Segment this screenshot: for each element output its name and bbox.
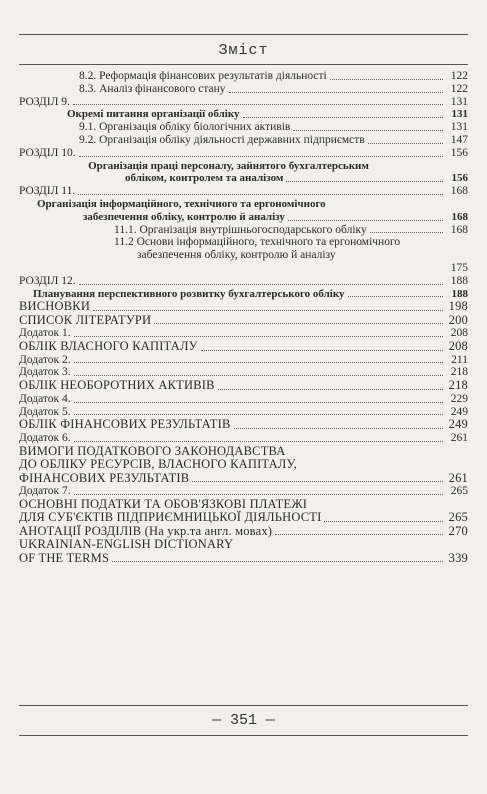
toc-entry-title: 8.2. Реформація фінансових результатів діяльності [79, 70, 327, 82]
dot-leader [368, 143, 443, 144]
dot-leader [79, 284, 443, 285]
toc-entry [19, 70, 468, 83]
toc-entry-page: 208 [450, 327, 468, 340]
toc-entry-page: 131 [450, 121, 468, 134]
toc-entry [19, 525, 468, 539]
toc-entry [19, 121, 468, 134]
toc-entry-title: Планування перспективного розвитку бухгалтерського обліку [33, 287, 345, 300]
toc-entry [19, 83, 468, 96]
toc-entry [19, 354, 468, 367]
toc-entry-page: 122 [450, 82, 468, 95]
toc-entry-page: 229 [450, 392, 468, 405]
toc-entry-page: 208 [448, 339, 468, 354]
header-bottom-rule [19, 64, 468, 65]
toc-entry-title: OF THE TERMS [19, 550, 110, 565]
footer-bottom-rule [19, 735, 468, 736]
toc-entry-title: РОЗДІЛ 11. [19, 185, 76, 198]
toc-entry-title: Організація праці персоналу, зайнятого бухгалтерським [88, 159, 369, 172]
toc-entry-page: 156 [450, 146, 468, 159]
toc-entry [19, 458, 468, 472]
dot-leader [154, 323, 443, 324]
toc-entry-page: 188 [451, 287, 468, 300]
toc-entry-title: Організація інформаційного, технічного та ергономічного [37, 197, 326, 210]
toc-entry-page: 270 [448, 523, 468, 538]
toc-entry-page: 131 [451, 108, 468, 121]
toc-entry-title: РОЗДІЛ 10. [19, 146, 76, 159]
toc-entry-page: 198 [448, 299, 468, 314]
toc-entry-title: РОЗДІЛ 9. [19, 95, 70, 108]
toc-entry-page: 261 [450, 431, 468, 444]
toc-entry-title: 11.2 Основи інформаційного, технічного та ергономічного [114, 236, 401, 249]
toc-entry-page: 218 [450, 366, 468, 379]
dot-leader [74, 362, 443, 363]
footer-top-rule [19, 705, 468, 706]
toc-entry [19, 160, 468, 173]
toc-entry [19, 472, 468, 486]
toc-entry [19, 185, 468, 198]
toc-entry [19, 147, 468, 160]
toc-entry [19, 134, 468, 147]
toc-entry-page: 156 [451, 172, 468, 185]
toc-entry [19, 198, 468, 211]
toc-entry [19, 211, 468, 224]
dot-leader [229, 92, 444, 93]
toc-entry [19, 511, 468, 525]
toc-entry [19, 538, 468, 552]
toc-entry-title: Додаток 2. [19, 353, 71, 366]
dot-leader [288, 220, 443, 221]
dot-leader [74, 336, 443, 337]
dot-leader [74, 441, 443, 442]
toc-entry-title: РОЗДІЛ 12. [19, 274, 76, 287]
table-of-contents [19, 70, 468, 565]
toc-entry-title: забезпечення обліку, контролю й аналізу [137, 249, 336, 262]
toc-entry-title: забезпечення обліку, контролю й аналізу [83, 210, 285, 223]
toc-entry-page: 131 [450, 95, 468, 108]
page-number: — 351 — [211, 712, 275, 729]
toc-entry-title: АНОТАЦІЇ РОЗДІЛІВ (На укр.та англ. мовах) [19, 523, 273, 538]
toc-entry-title: ДО ОБЛІКУ РЕСУРСІВ, ВЛАСНОГО КАПІТАЛУ, [19, 457, 297, 472]
dot-leader [370, 232, 443, 233]
dot-leader [93, 310, 443, 311]
dot-leader [293, 130, 443, 131]
dot-leader [330, 79, 443, 80]
dot-leader [348, 296, 443, 297]
toc-entry [19, 262, 468, 275]
toc-entry [19, 172, 468, 185]
toc-entry [19, 340, 468, 354]
toc-entry-title: ФІНАНСОВИХ РЕЗУЛЬТАТІВ [19, 470, 190, 485]
toc-entry-title: ОБЛІК ВЛАСНОГО КАПІТАЛУ [19, 339, 198, 354]
toc-entry [19, 300, 468, 314]
toc-entry-title: UKRAINIAN-ENGLISH DICTIONARY [19, 537, 234, 552]
toc-entry-title: ДЛЯ СУБ'ЄКТІВ ПІДПРИЄМНИЦЬКОЇ ДІЯЛЬНОСТІ [19, 510, 322, 525]
dot-leader [275, 534, 443, 535]
dot-leader [74, 402, 443, 403]
toc-entry-title: 9.2. Організація обліку діяльності державних підприємств [79, 133, 365, 146]
toc-entry-page: 211 [451, 353, 468, 366]
toc-entry-title: ОСНОВНІ ПОДАТКИ ТА ОБОВ'ЯЗКОВІ ПЛАТЕЖІ [19, 496, 308, 511]
dot-leader [192, 481, 443, 482]
toc-entry [19, 445, 468, 459]
toc-entry-page: 200 [448, 312, 468, 327]
dot-leader [201, 350, 443, 351]
toc-entry-title: Додаток 1. [19, 327, 71, 340]
toc-entry-page: 339 [448, 550, 468, 565]
dot-leader [286, 181, 443, 182]
toc-entry-title: обліком, контролем та аналізом [125, 172, 284, 185]
dot-leader [78, 194, 443, 195]
toc-entry-title: 11.1. Організація внутрішньогосподарського обліку [114, 223, 367, 236]
toc-entry [19, 552, 468, 566]
toc-entry-page: 249 [448, 417, 468, 432]
toc-entry-page: 175 [450, 261, 468, 274]
toc-entry-page: 188 [450, 274, 468, 287]
toc-entry-title: Додаток 5. [19, 405, 71, 418]
toc-entry [19, 108, 468, 121]
dot-leader [324, 521, 443, 522]
toc-entry [19, 498, 468, 512]
toc-entry [19, 393, 468, 406]
toc-entry [19, 314, 468, 328]
dot-leader [74, 494, 443, 495]
toc-entry-page: 168 [451, 210, 468, 223]
toc-entry-title: Додаток 4. [19, 392, 71, 405]
toc-entry-page: 265 [448, 510, 468, 525]
dot-leader [112, 561, 443, 562]
toc-entry-page: 168 [450, 185, 468, 198]
dot-leader [218, 389, 443, 390]
toc-entry [19, 224, 468, 237]
toc-entry [19, 236, 468, 249]
dot-leader [79, 156, 443, 157]
toc-entry-title: Додаток 3. [19, 366, 71, 379]
toc-entry [19, 96, 468, 109]
toc-entry-page: 249 [450, 405, 468, 418]
dot-leader [74, 375, 443, 376]
toc-entry-title: Додаток 6. [19, 431, 71, 444]
toc-entry-title: 9.1. Організація обліку біологічних активів [79, 121, 291, 134]
toc-entry-title: Додаток 7. [19, 485, 71, 498]
toc-entry [19, 379, 468, 393]
toc-entry-page: 261 [448, 470, 468, 485]
toc-entry-page: 218 [448, 378, 468, 393]
toc-entry-title: 8.3. Аналіз фінансового стану [79, 82, 226, 95]
toc-entry-title: ВИМОГИ ПОДАТКОВОГО ЗАКОНОДАВСТВА [19, 443, 286, 458]
toc-entry [19, 249, 468, 262]
dot-leader [243, 117, 443, 118]
page-title: Зміст [218, 42, 269, 59]
toc-entry-title: ВИСНОВКИ [19, 299, 91, 314]
dot-leader [73, 104, 443, 105]
dot-leader [74, 414, 443, 415]
toc-entry-title: Окремі питання організації обліку [67, 108, 240, 121]
toc-entry-page: 168 [450, 223, 468, 236]
header-top-rule [19, 34, 468, 35]
toc-entry-page: 147 [450, 133, 468, 146]
toc-entry-title: СПИСОК ЛІТЕРАТУРИ [19, 312, 152, 327]
toc-entry-page: 122 [450, 70, 468, 82]
dot-leader [234, 428, 443, 429]
toc-entry [19, 275, 468, 288]
toc-entry-page: 265 [450, 485, 468, 498]
toc-entry-title: ОБЛІК ФІНАНСОВИХ РЕЗУЛЬТАТІВ [19, 417, 231, 432]
toc-entry [19, 418, 468, 432]
toc-entry-title: ОБЛІК НЕОБОРОТНИХ АКТИВІВ [19, 378, 215, 393]
